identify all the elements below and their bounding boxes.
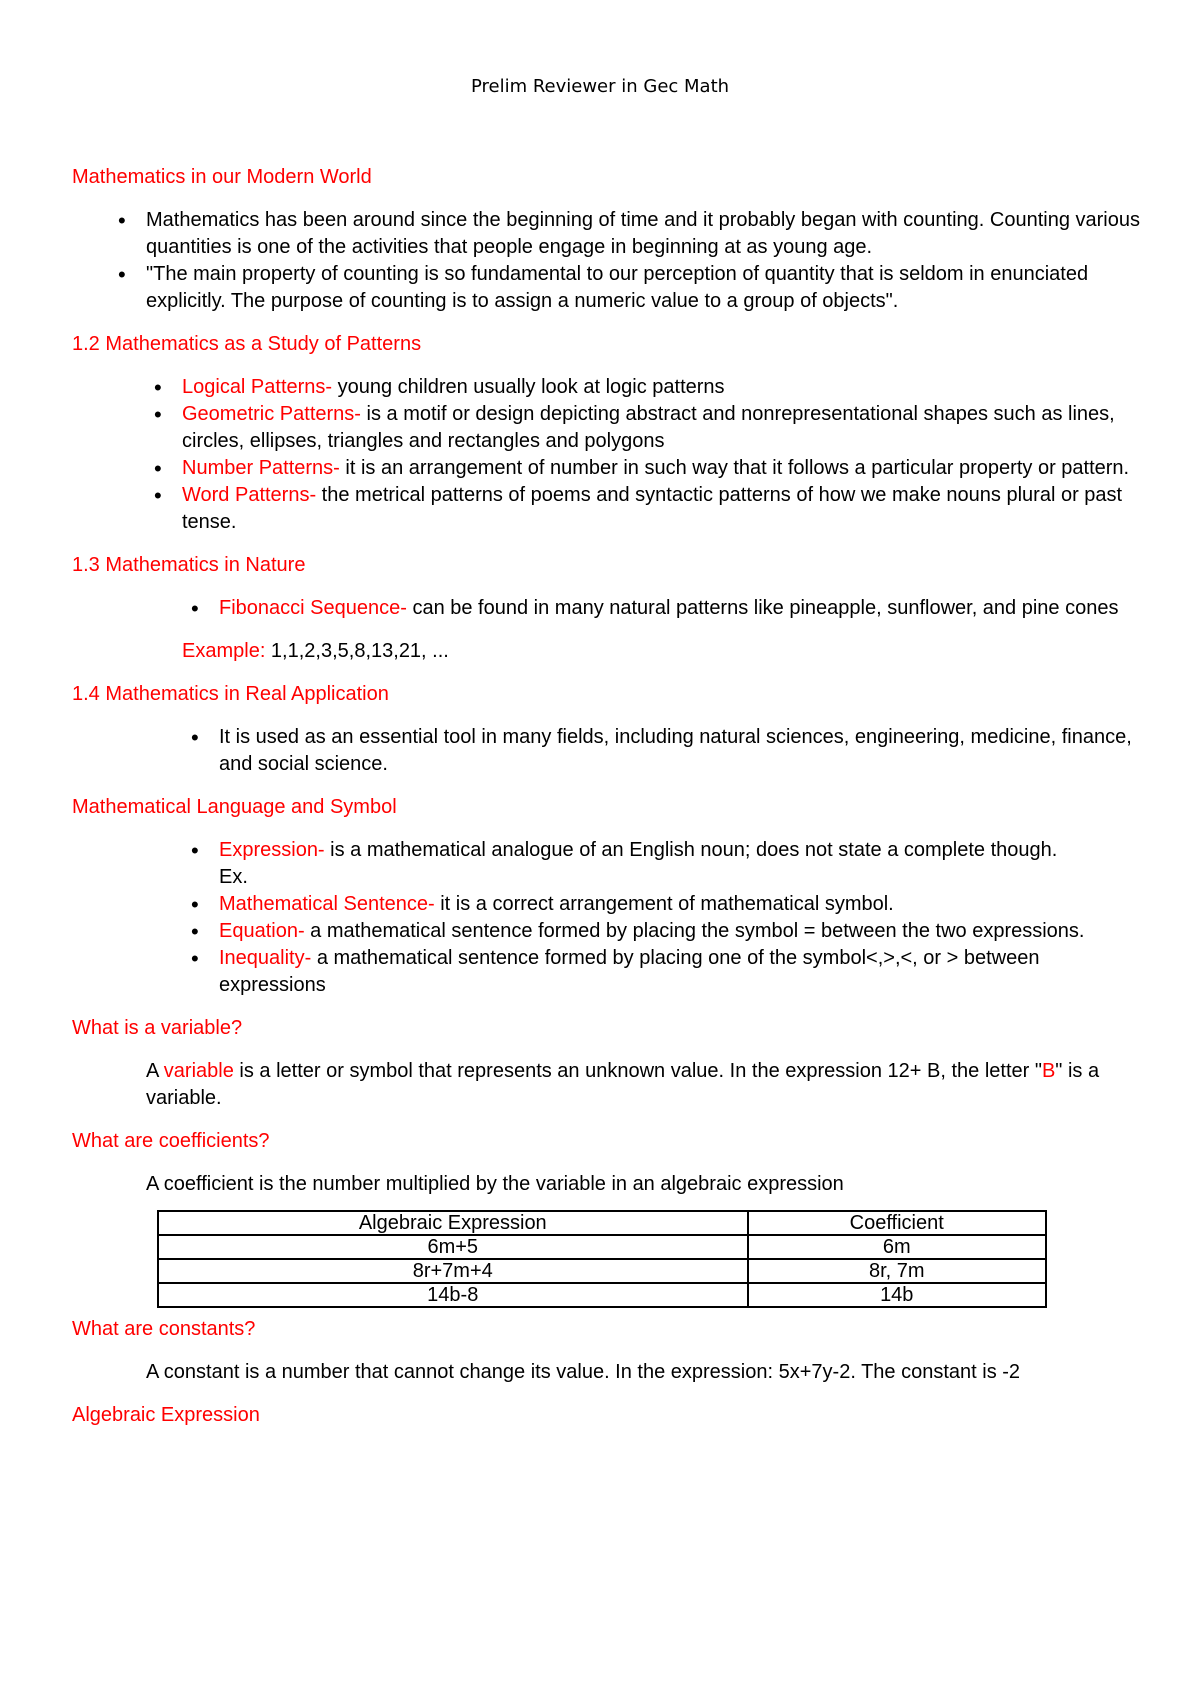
constant-paragraph: A constant is a number that cannot change its value. In the expression: 5x+7y-2. The constant is -2 <box>146 1361 1021 1383</box>
nature-list <box>72 595 1140 622</box>
definition: a mathematical sentence formed by placing one of the symbol<,>,<, or > between expressions <box>219 947 1040 996</box>
text-run: A <box>146 1060 164 1082</box>
heading-variable: What is a variable? <box>72 1017 243 1039</box>
application-list <box>72 724 1140 778</box>
document-body <box>72 164 1140 1445</box>
list-item <box>219 595 1140 622</box>
term: Mathematical Sentence- <box>219 893 435 915</box>
term: Fibonacci Sequence- <box>219 597 407 619</box>
table-row <box>158 1235 1046 1259</box>
heading-nature: 1.3 Mathematics in Nature <box>72 554 306 576</box>
definition: young children usually look at logic patterns <box>332 376 725 398</box>
example-label: Example: <box>182 640 266 662</box>
definition: a mathematical sentence formed by placing the symbol = between the two expressions. <box>304 920 1085 942</box>
table-cell: 8r+7m+4 <box>158 1259 748 1283</box>
table-cell: 14b <box>748 1283 1047 1307</box>
variable-paragraph <box>72 1058 1140 1112</box>
heading-patterns: 1.2 Mathematics as a Study of Patterns <box>72 333 422 355</box>
heading-algebraic-expression: Algebraic Expression <box>72 1404 260 1426</box>
list-item <box>182 482 1140 536</box>
table-header-cell: Coefficient <box>748 1211 1047 1235</box>
heading-real-application: 1.4 Mathematics in Real Application <box>72 683 389 705</box>
definition: it is an arrangement of number in such way that it follows a particular property or pattern. <box>339 457 1130 479</box>
table-row <box>158 1283 1046 1307</box>
table-cell: 14b-8 <box>158 1283 748 1307</box>
list-item <box>219 891 1140 918</box>
list-item <box>219 918 1140 945</box>
coefficient-table <box>157 1210 1047 1308</box>
document-title: Prelim Reviewer in Gec Math <box>470 76 730 97</box>
coefficient-paragraph: A coefficient is the number multiplied by the variable in an algebraic expression <box>146 1173 844 1195</box>
definition: can be found in many natural patterns like pineapple, sunflower, and pine cones <box>406 597 1119 619</box>
term: variable <box>163 1060 234 1082</box>
term: Inequality- <box>219 947 312 969</box>
patterns-list <box>72 374 1140 536</box>
table-row <box>158 1259 1046 1283</box>
term: Logical Patterns- <box>182 376 333 398</box>
term: Number Patterns- <box>182 457 340 479</box>
term: Equation- <box>219 920 305 942</box>
text-run: " is a variable. <box>146 1060 1100 1109</box>
list-item: • Mathematics has been around since the beginning of time and it probably began with counting. Counting various quantities is one of the activities that people engage in beginning at as young age. <box>146 207 1140 261</box>
heading-constants: What are constants? <box>72 1318 256 1340</box>
example-marker: Ex. <box>219 866 248 888</box>
list-item <box>182 401 1140 455</box>
heading-language-symbol: Mathematical Language and Symbol <box>72 796 397 818</box>
definition: it is a correct arrangement of mathematical symbol. <box>434 893 894 915</box>
list-item: • It is used as an essential tool in many fields, including natural sciences, engineering, medicine, finance, and social science. <box>219 724 1140 778</box>
table-cell: 6m+5 <box>158 1235 748 1259</box>
list-item <box>219 837 1140 891</box>
definition: is a mathematical analogue of an English noun; does not state a complete though. <box>324 839 1058 861</box>
example-value: 1,1,2,3,5,8,13,21, ... <box>265 640 449 662</box>
table-cell: 6m <box>748 1235 1047 1259</box>
modern-world-list <box>72 207 1140 315</box>
term: Geometric Patterns- <box>182 403 361 425</box>
definition: is a motif or design depicting abstract and nonrepresentational shapes such as lines, circles, ellipses, triangles and rectangles and polygons <box>182 403 1115 452</box>
table-header-row <box>158 1211 1046 1235</box>
example-line <box>72 638 1140 665</box>
text-run: is a letter or symbol that represents an unknown value. In the expression 12+ B, the letter " <box>233 1060 1042 1082</box>
term: B <box>1041 1060 1056 1082</box>
list-item <box>182 374 1140 401</box>
term: Expression- <box>219 839 325 861</box>
definition: the metrical patterns of poems and syntactic patterns of how we make nouns plural or past tense. <box>182 484 1123 533</box>
list-item <box>219 945 1140 999</box>
list-item <box>182 455 1140 482</box>
term: Word Patterns- <box>182 484 317 506</box>
table-header-cell: Algebraic Expression <box>158 1211 748 1235</box>
table-cell: 8r, 7m <box>748 1259 1047 1283</box>
language-list <box>72 837 1140 999</box>
heading-coefficients: What are coefficients? <box>72 1130 270 1152</box>
heading-modern-world: Mathematics in our Modern World <box>72 166 372 188</box>
list-item: • "The main property of counting is so fundamental to our perception of quantity that is seldom in enunciated explicitly. The purpose of counting is to assign a numeric value to a group of objects". <box>146 261 1140 315</box>
